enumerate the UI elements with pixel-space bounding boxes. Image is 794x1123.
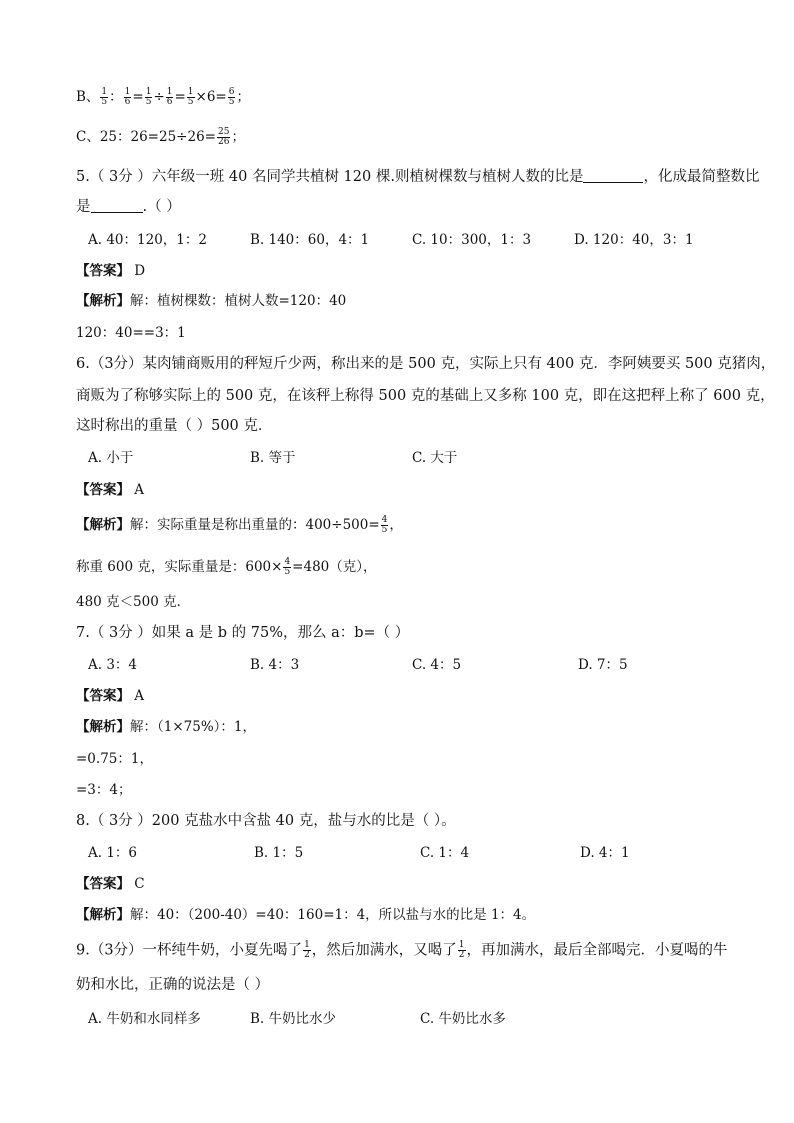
fraction: $\frac{1}{2}$ [458,940,465,960]
answer-value: C [134,876,145,892]
question-6-text: 6.（3分）某肉铺商贩用的秤短斤少两，称出来的是 500 克，实际上只有 400 克．李阿姨要买 500 克猪肉， [76,356,776,372]
option-c: C. 大于 [412,450,458,466]
answer-value: A [134,482,145,498]
answer-value: D [134,263,146,279]
analysis-line: 【解析】解：实际重量是称出重量的：400÷500= $\frac{4}{5}$ ， [76,515,403,535]
option-label: B、 [76,89,100,105]
analysis-line: 【解析】解：植树棵数：植树人数=120：40 [76,293,347,309]
question-5-text-cont: 是 .（ ） [76,199,181,215]
option-a: A. 3：4 [88,657,138,673]
answer-line [76,875,145,893]
option-b: B. 140：60，4：1 [250,232,370,248]
answer-blank [583,168,643,183]
analysis-label: 【解析】 [76,517,130,533]
option-c: C. 1：4 [420,845,470,861]
answer-label: 【答案】 [76,688,130,704]
option-b: B. 4：3 [250,657,300,673]
option-b: B. 等于 [250,450,296,466]
analysis-line: =3：4； [76,782,132,798]
option-d: D. 4：1 [580,845,630,861]
option-a: A. 牛奶和水同样多 [88,1011,201,1027]
fraction: $\frac{1}{6}$ [166,87,173,107]
question-7-text: 7.（ 3分 ）如果 a 是 b 的 75%，那么 a：b=（ ） [76,625,410,641]
option-c: C. 牛奶比水多 [420,1011,506,1027]
question-9-text-cont: 奶和水比，正确的说法是（ ） [76,977,270,993]
analysis-line: 称重 600 克，实际重量是：600× $\frac{4}{5}$ =480（克）， [76,557,377,577]
option-c-ratio-line: C、25：26=25÷26= $\frac{25}{26}$ ； [76,127,245,147]
fraction: $\frac{1}{5}$ [187,87,194,107]
analysis-label: 【解析】 [76,719,130,735]
fraction: $\frac{25}{26}$ [217,127,230,147]
answer-label: 【答案】 [76,482,130,498]
answer-label: 【答案】 [76,876,130,892]
question-9-text: 9.（3分）一杯纯牛奶，小夏先喝了 $\frac{1}{2}$ ，然后加满水，又喝了 $\frac{1}{2}$ ，再加满水，最后全部喝完．小夏喝的牛 [76,940,728,960]
option-c: C. 10：300，1：3 [412,232,532,248]
fraction: $\frac{1}{2}$ [304,940,310,960]
fraction: $\frac{6}{5}$ [228,87,235,107]
option-b-ratio-line: B、 $\frac{1}{5}$ ： $\frac{1}{6}$ = $\frac{1}{5}$ ÷ $\frac{1}{6}$ = $\frac{1}{5}$ ×6= $\frac{6}{5}$ ； [76,87,250,107]
question-8-text: 8.（ 3分 ）200 克盐水中含盐 40 克，盐与水的比是（ ）。 [76,813,456,829]
option-a: A. 小于 [88,450,134,466]
question-6-text-cont: 商贩为了称够实际上的 500 克，在该秤上称得 500 克的基础上又多称 100 克，即在这把秤上称了 600 克， [76,388,775,404]
fraction: $\frac{4}{5}$ [284,557,291,577]
answer-value: A [134,688,145,704]
option-a: A. 1：6 [88,845,138,861]
option-b: B. 1：5 [254,845,304,861]
option-a: A. 40：120，1：2 [88,232,207,248]
answer-line [76,262,145,280]
option-d: D. 7：5 [578,657,628,673]
fraction: $\frac{4}{5}$ [381,515,388,535]
answer-label: 【答案】 [76,263,130,279]
option-d: D. 120：40，3：1 [574,232,694,248]
analysis-label: 【解析】 [76,907,130,923]
analysis-line: 120：40==3：1 [76,325,186,341]
question-6-text-cont: 这时称出的重量（ ）500 克． [76,418,273,434]
analysis-label: 【解析】 [76,293,130,309]
analysis-line: 【解析】解：（1×75%）：1， [76,719,256,735]
option-c: C. 4：5 [412,657,462,673]
answer-line [76,481,144,499]
analysis-line: 480 克＜500 克． [76,594,191,610]
question-5-text: 5.（ 3分 ）六年级一班 40 名同学共植树 120 棵.则植树棵数与植树人数的比是 ，化成最简整数比 [76,169,760,185]
answer-line [76,687,144,705]
answer-blank [91,198,143,213]
fraction: $\frac{1}{5}$ [145,87,152,107]
analysis-line: 【解析】解：40：（200-40）=40：160=1：4，所以盐与水的比是 1：4。 [76,907,536,923]
option-b: B. 牛奶比水少 [250,1011,337,1027]
fraction: $\frac{1}{5}$ [101,87,108,107]
fraction: $\frac{1}{6}$ [124,87,131,107]
analysis-line: =0.75：1， [76,751,153,767]
